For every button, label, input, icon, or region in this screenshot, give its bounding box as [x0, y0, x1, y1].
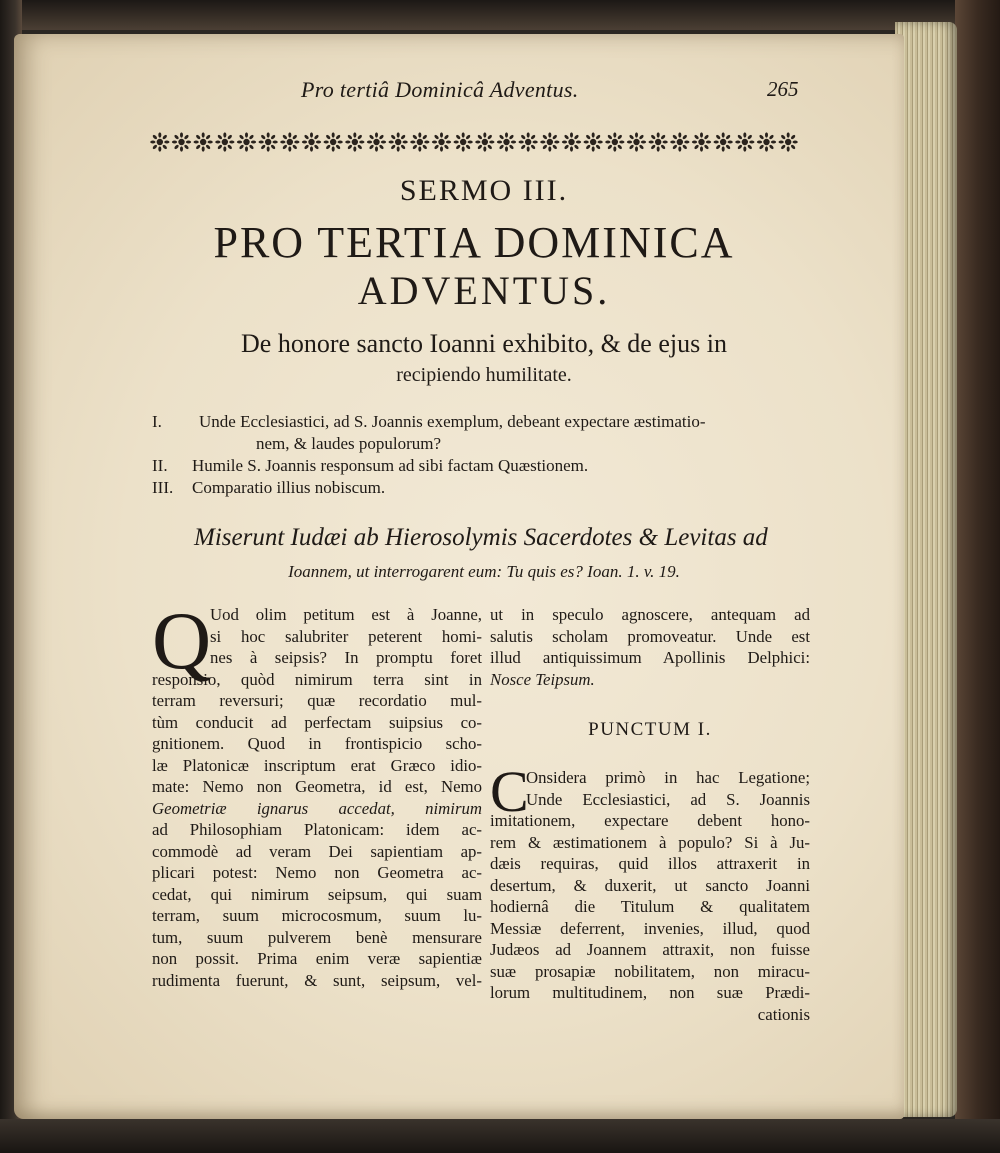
text-line: ad Philosophiam Platonicam: idem ac-	[152, 820, 482, 839]
left-text-column	[152, 595, 482, 991]
drop-cap-c: C	[490, 759, 529, 824]
text-line: mate: Nemo non Geometra, id est, Nemo	[152, 777, 482, 796]
text-line: Messiæ deferrent, invenies, illud, quod	[490, 918, 810, 938]
text-line: plicari potest: Nemo non Geometra ac-	[152, 863, 482, 882]
section-heading: PUNCTUM I.	[588, 719, 712, 740]
text-line: cationis	[757, 1004, 810, 1024]
text-line: desertum, & duxerit, ut sancto Joanni	[490, 875, 810, 895]
text-line: rudimenta fuerunt, & sunt, seipsum, vel-	[152, 970, 482, 990]
outline-number-3: III.	[152, 478, 174, 497]
running-head: Pro tertiâ Dominicâ Adventus.	[301, 77, 579, 102]
text-line: læ Platonicæ inscriptum erat Græco idio-	[152, 755, 482, 775]
text-line: hodiernâ die Titulum & qualitatem	[490, 897, 810, 916]
outline-number-2: II.	[152, 456, 168, 475]
text-line: dæis requiras, quid illos attraxerit in	[490, 854, 810, 873]
book-bottom-edge	[0, 1119, 1000, 1153]
text-line: rem & æstimationem à populo? Si à Ju-	[490, 832, 810, 852]
text-line: salutis scholam promoveatur. Unde est	[490, 626, 810, 646]
book-page	[14, 34, 904, 1119]
text-line: Judæos ad Joannem attraxit, non fuisse	[490, 940, 810, 959]
text-line: Onsidera primò in hac Legatione;	[526, 768, 810, 787]
text-line: terram reversuri; quæ recordatio mul-	[152, 691, 482, 710]
text-line: Uod olim petitum est à Joanne,	[210, 605, 482, 624]
text-line: non possit. Prima enim veræ sapientiæ	[152, 949, 482, 968]
outline-item-1-line-2: nem, & laudes populorum?	[256, 434, 442, 453]
text-line: tum, suum pulverem benè mensurare	[152, 927, 482, 947]
book-cover-right	[955, 0, 1000, 1153]
ornament-rule	[149, 130, 799, 154]
page-number: 265	[767, 77, 799, 101]
text-line: terram, suum microcosmum, suum lu-	[152, 906, 482, 925]
outline-item-1-line-1: Unde Ecclesiastici, ad S. Joannis exemplum, debeant expectare æstimatio-	[199, 412, 706, 431]
text-line: lorum multitudinem, non suæ Prædi-	[490, 983, 810, 1002]
text-line: imitationem, expectare debent hono-	[490, 811, 810, 830]
subtitle-line-2: recipiendo humilitate.	[396, 364, 572, 386]
text-line: si hoc salubriter peterent homi-	[210, 626, 482, 646]
text-line: suæ prosapiæ nobilitatem, non miracu-	[490, 961, 810, 981]
text-line: cedat, qui nimirum seipsum, qui suam	[152, 884, 482, 904]
text-line: ut in speculo agnoscere, antequam ad	[490, 605, 810, 624]
text-line: tùm conducit ad perfectam suipsius co-	[152, 712, 482, 732]
epigraph-line-1: Miserunt Iudæi ab Hierosolymis Sacerdotes & Levitas ad	[194, 524, 768, 551]
text-line: illud antiquissimum Apollinis Delphici:	[490, 648, 810, 667]
outline-item-3-line-1: Comparatio illius nobiscum.	[192, 478, 386, 497]
outline-number-1: I.	[152, 412, 162, 431]
text-line: Unde Ecclesiastici, ad S. Joannis	[526, 789, 810, 809]
sermo-number: SERMO III.	[399, 174, 569, 207]
text-line: Nosce Teipsum.	[490, 669, 595, 689]
outline-item-2-line-1: Humile S. Joannis responsum ad sibi factam Quæstionem.	[192, 456, 589, 475]
text-line: nes à seipsis? In promptu foret	[210, 648, 482, 667]
text-line: commodè ad veram Dei sapientiam ap-	[152, 841, 482, 861]
main-title-line-1: PRO TERTIA DOMINICA	[213, 218, 735, 267]
subtitle-line-1: De honore sancto Ioanni exhibito, & de ejus in	[241, 329, 727, 358]
right-text-column-lower	[490, 759, 810, 1025]
drop-cap-q: Q	[152, 595, 212, 686]
epigraph-line-2: Ioannem, ut interrogarent eum: Tu quis es? Ioan. 1. v. 19.	[288, 562, 680, 581]
text-line: responsio, quòd nimirum terra sint in	[152, 669, 482, 689]
right-text-column	[490, 604, 810, 690]
text-line: Geometriæ ignarus accedat, nimirum	[152, 798, 482, 818]
book-cover-top	[0, 0, 1000, 30]
text-line: gnitionem. Quod in frontispicio scho-	[152, 734, 482, 753]
main-title-line-2: ADVENTUS.	[357, 268, 611, 313]
